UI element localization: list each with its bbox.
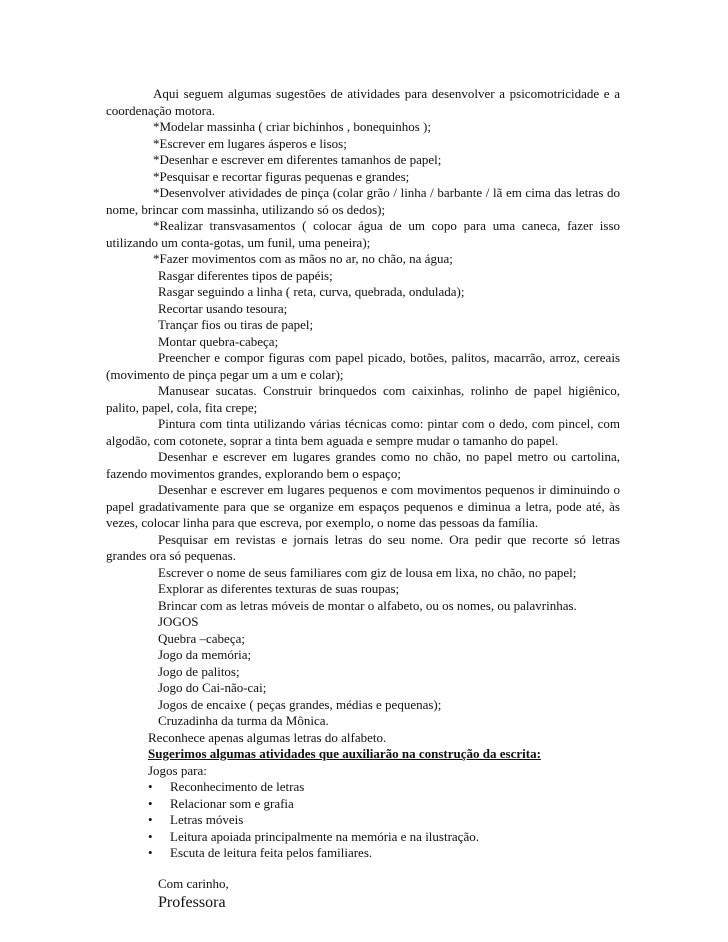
bullet-icon: • — [148, 812, 153, 827]
bullet-text: Letras móveis — [170, 812, 244, 827]
paragraph: *Modelar massinha ( criar bichinhos , bonequinhos ); — [153, 119, 431, 134]
paragraph: Recortar usando tesoura; — [158, 300, 288, 316]
paragraph: Explorar as diferentes texturas de suas roupas; — [158, 581, 400, 596]
spacer — [106, 862, 620, 876]
paragraph: Desenhar e escrever em lugares pequenos e com movimentos pequenos ir diminuindo o papel gradativamente para que se organize em espaços pequenos e diminua a letra, pode até, às vezes, colocar linha para que escreva, por exemplo, o nome das pessoas da família. — [106, 482, 620, 530]
bullet-item — [106, 829, 620, 846]
bullet-text: Reconhecimento de letras — [170, 779, 305, 794]
bullet-text: Leitura apoiada principalmente na memória e na ilustração. — [170, 828, 479, 844]
paragraph: Preencher e compor figuras com papel picado, botões, palitos, macarrão, arroz, cereais (movimento de pinça pegar um a um e colar); — [106, 350, 620, 382]
paragraph: JOGOS — [158, 614, 199, 629]
bullet-item — [106, 845, 620, 862]
paragraph: Rasgar seguindo a linha ( reta, curva, quebrada, ondulada); — [158, 284, 465, 299]
paragraph: Cruzadinha da turma da Mônica. — [158, 713, 329, 728]
paragraph: Reconhece apenas algumas letras do alfabeto. — [148, 729, 387, 745]
writing-activities-heading: Sugerimos algumas atividades que auxiliarão na construção da escrita: — [148, 746, 541, 761]
paragraph: *Escrever em lugares ásperos e lisos; — [153, 135, 347, 151]
activity-paragraphs — [106, 86, 620, 746]
paragraph: *Pesquisar e recortar figuras pequenas e grandes; — [153, 168, 410, 184]
paragraph: *Desenhar e escrever em diferentes tamanhos de papel; — [153, 152, 442, 167]
paragraph: Aqui seguem algumas sugestões de atividades para desenvolver a psicomotricidade e a coordenação motora. — [106, 86, 620, 118]
paragraph: Jogos de encaixe ( peças grandes, médias e pequenas); — [158, 696, 442, 712]
bullet-text: Relacionar som e grafia — [170, 795, 294, 811]
paragraph: Pesquisar em revistas e jornais letras do seu nome. Ora pedir que recorte só letras grandes ora só pequenas. — [106, 531, 620, 563]
paragraph: Brincar com as letras móveis de montar o alfabeto, ou os nomes, ou palavrinhas. — [158, 597, 577, 613]
paragraph: Pintura com tinta utilizando várias técnicas como: pintar com o dedo, com pincel, com algodão, com cotonete, soprar a tinta bem aguada e sempre mudar o tamanho do papel. — [106, 416, 620, 448]
games-bullet-list — [106, 779, 620, 862]
paragraph: Manusear sucatas. Construir brinquedos com caixinhas, rolinho de papel higiênico, palito, papel, cola, fita crepe; — [106, 383, 620, 415]
closing-line: Com carinho, — [158, 875, 229, 891]
paragraph: Montar quebra-cabeça; — [158, 333, 279, 349]
paragraph: Trançar fios ou tiras de papel; — [158, 317, 314, 332]
paragraph: Quebra –cabeça; — [158, 630, 245, 646]
paragraph: Jogo da memória; — [158, 647, 252, 662]
bullet-icon: • — [148, 795, 153, 811]
paragraph: Rasgar diferentes tipos de papéis; — [158, 267, 333, 283]
paragraph: Desenhar e escrever em lugares grandes como no chão, no papel metro ou cartolina, fazendo movimentos grandes, explorando bem o espaço; — [106, 449, 620, 481]
paragraph: *Desenvolver atividades de pinça (colar grão / linha / barbante / lã em cima das letras do nome, brincar com massinha, utilizando só os dedos); — [106, 185, 620, 217]
bullet-item — [106, 779, 620, 796]
paragraph: Escrever o nome de seus familiares com giz de lousa em lixa, no chão, no papel; — [158, 564, 577, 580]
paragraph: *Realizar transvasamentos ( colocar água de um copo para uma caneca, fazer isso utilizando um conta-gotas, um funil, uma peneira); — [106, 218, 620, 250]
paragraph: Jogo do Cai-não-cai; — [158, 680, 267, 695]
paragraph: Jogo de palitos; — [158, 663, 240, 679]
document-body — [106, 86, 620, 913]
bullet-icon: • — [148, 845, 153, 860]
games-intro: Jogos para: — [148, 762, 207, 778]
bullet-text: Escuta de leitura feita pelos familiares. — [170, 845, 373, 860]
signature: Professora — [158, 894, 226, 911]
bullet-icon: • — [148, 828, 153, 844]
bullet-item — [106, 796, 620, 813]
paragraph: *Fazer movimentos com as mãos no ar, no chão, na água; — [153, 251, 453, 266]
bullet-item — [106, 812, 620, 829]
bullet-icon: • — [148, 779, 153, 794]
